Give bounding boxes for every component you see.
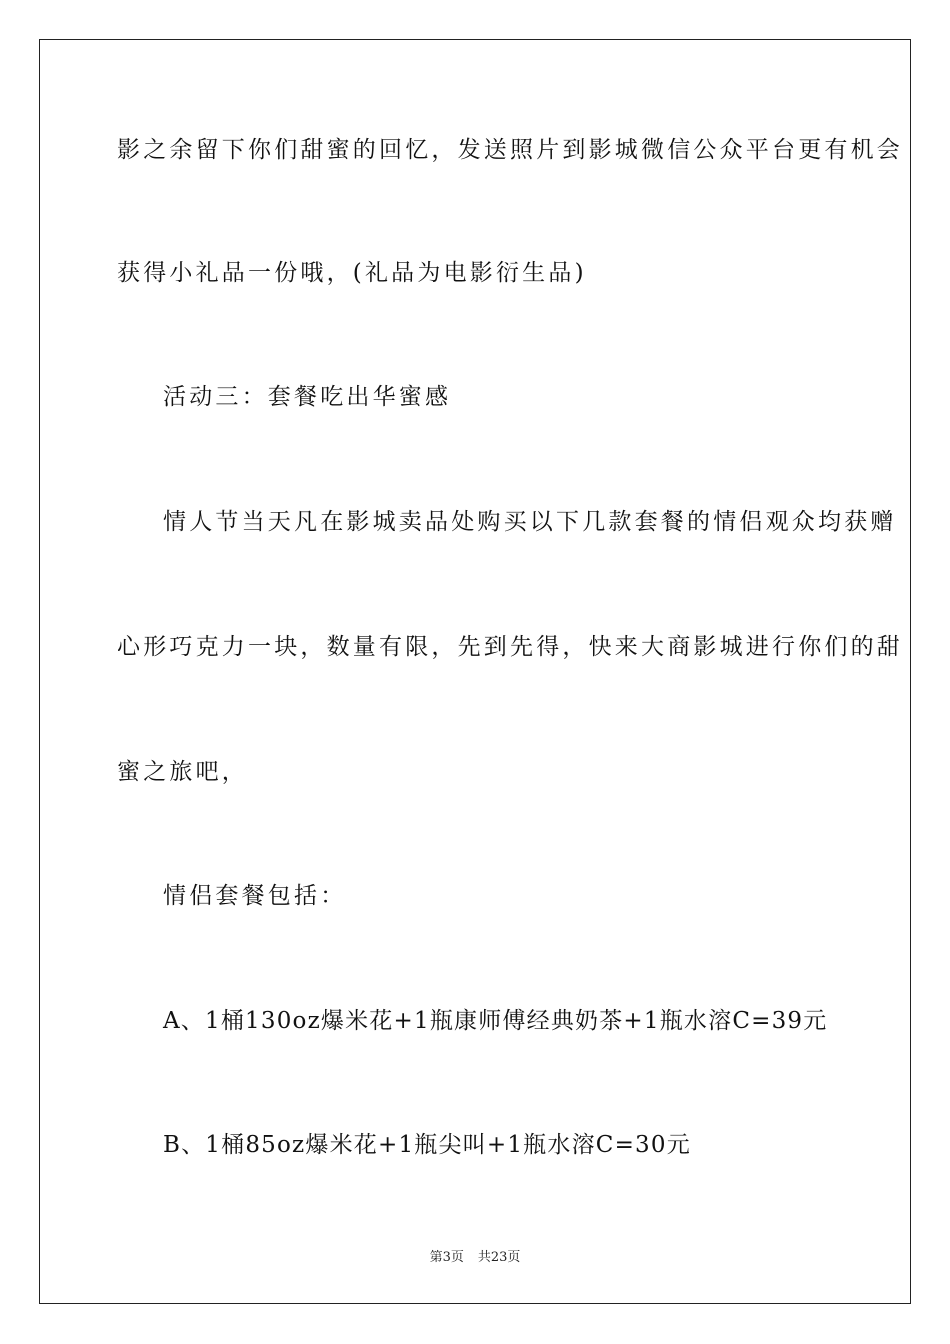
page-border: [39, 39, 911, 1304]
body-text-line: 获得小礼品一份哦，(礼品为电影衍生品): [117, 260, 587, 286]
list-item: A、1桶130oz爆米花+1瓶康师傅经典奶茶+1瓶水溶C=39元: [163, 1008, 828, 1034]
page-number: 第3页: [429, 1250, 464, 1265]
list-heading: 情侣套餐包括：: [163, 883, 347, 909]
list-item: B、1桶85oz爆米花+1瓶尖叫+1瓶水溶C=30元: [163, 1132, 691, 1158]
body-text-line: 蜜之旅吧，: [117, 759, 248, 785]
section-heading: 活动三：套餐吃出华蜜感: [163, 384, 452, 410]
page-footer: [0, 1246, 950, 1265]
body-text-line: 情人节当天凡在影城卖品处购买以下几款套餐的情侣观众均获赠: [163, 509, 897, 535]
body-text-line: 心形巧克力一块，数量有限，先到先得，快来大商影城进行你们的甜: [117, 634, 903, 660]
page-total: 共23页: [477, 1250, 521, 1265]
body-text-line: 影之余留下你们甜蜜的回忆，发送照片到影城微信公众平台更有机会: [117, 137, 903, 163]
